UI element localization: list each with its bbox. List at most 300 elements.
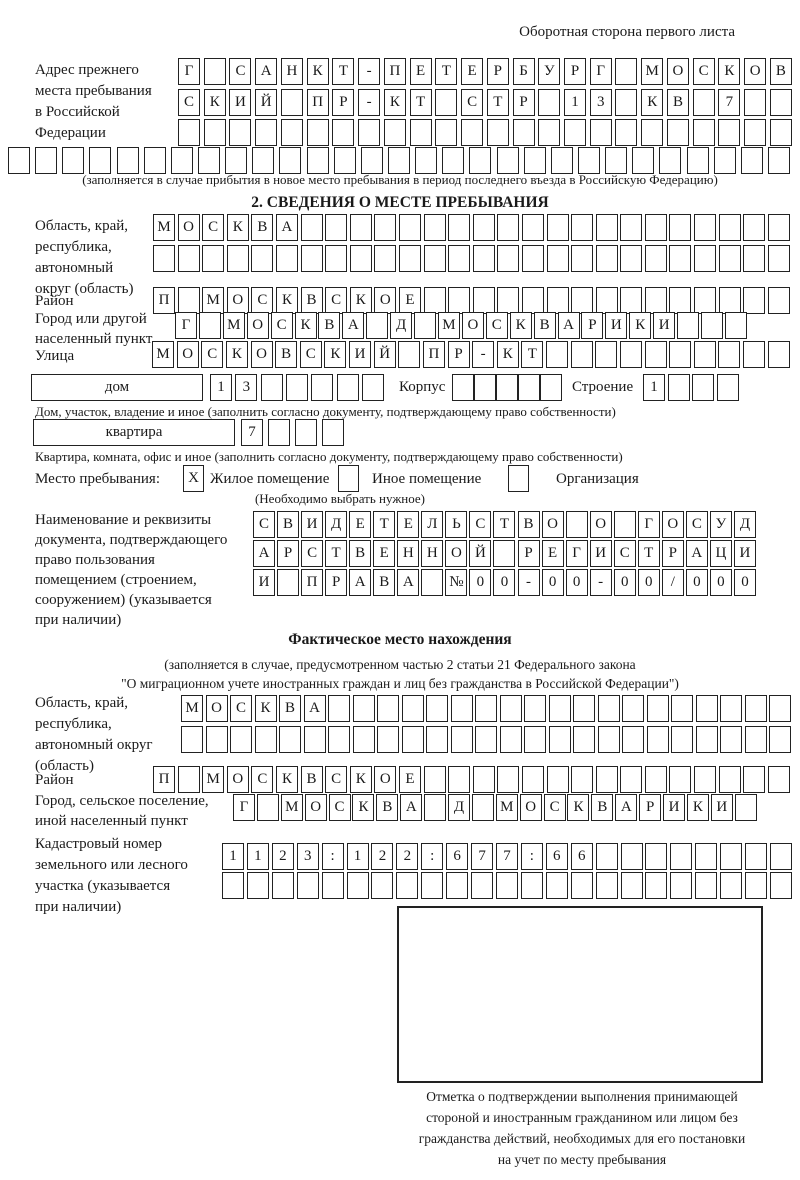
char-cell[interactable]: 7 — [496, 843, 518, 870]
char-cell[interactable]: Н — [397, 540, 419, 567]
char-cell[interactable] — [414, 312, 436, 339]
char-cell[interactable]: 1 — [347, 843, 369, 870]
char-cell[interactable] — [659, 147, 681, 174]
char-cell[interactable] — [325, 245, 347, 272]
char-cell[interactable] — [745, 695, 767, 722]
char-cell[interactable]: М — [181, 695, 203, 722]
char-cell[interactable] — [549, 726, 571, 753]
char-cell[interactable] — [718, 119, 740, 146]
char-cell[interactable]: П — [153, 766, 175, 793]
char-cell[interactable] — [518, 374, 540, 401]
char-cell[interactable]: К — [350, 766, 372, 793]
char-cell[interactable] — [645, 872, 667, 899]
char-cell[interactable]: Т — [410, 89, 432, 116]
char-cell[interactable]: Р — [639, 794, 661, 821]
char-cell[interactable]: И — [229, 89, 251, 116]
char-cell[interactable] — [645, 245, 667, 272]
char-cell[interactable]: 3 — [297, 843, 319, 870]
char-cell[interactable] — [645, 843, 667, 870]
char-cell[interactable] — [286, 374, 308, 401]
char-cell[interactable] — [615, 119, 637, 146]
char-cell[interactable] — [473, 766, 495, 793]
char-cell[interactable] — [547, 287, 569, 314]
char-cell[interactable]: 0 — [542, 569, 564, 596]
char-cell[interactable] — [744, 119, 766, 146]
char-cell[interactable]: Р — [662, 540, 684, 567]
char-cell[interactable]: К — [350, 287, 372, 314]
char-cell[interactable] — [178, 119, 200, 146]
char-cell[interactable] — [524, 726, 546, 753]
char-cell[interactable] — [693, 89, 715, 116]
char-cell[interactable]: О — [667, 58, 689, 85]
char-cell[interactable] — [171, 147, 193, 174]
char-cell[interactable] — [377, 695, 399, 722]
char-cell[interactable] — [451, 695, 473, 722]
char-cell[interactable] — [448, 214, 470, 241]
char-cell[interactable] — [442, 147, 464, 174]
char-cell[interactable] — [720, 843, 742, 870]
char-cell[interactable] — [770, 89, 792, 116]
char-cell[interactable]: С — [271, 312, 293, 339]
char-cell[interactable] — [424, 766, 446, 793]
char-cell[interactable] — [620, 766, 642, 793]
char-cell[interactable]: Р — [564, 58, 586, 85]
char-cell[interactable] — [571, 214, 593, 241]
char-cell[interactable] — [538, 89, 560, 116]
char-cell[interactable] — [8, 147, 30, 174]
char-cell[interactable]: - — [518, 569, 540, 596]
char-cell[interactable] — [153, 245, 175, 272]
char-cell[interactable]: В — [770, 58, 792, 85]
char-cell[interactable]: К — [204, 89, 226, 116]
char-cell[interactable] — [719, 245, 741, 272]
char-cell[interactable] — [178, 766, 200, 793]
char-cell[interactable] — [694, 287, 716, 314]
char-cell[interactable] — [415, 147, 437, 174]
char-cell[interactable]: Г — [178, 58, 200, 85]
char-cell[interactable]: П — [153, 287, 175, 314]
char-cell[interactable] — [178, 287, 200, 314]
char-cell[interactable]: - — [590, 569, 612, 596]
char-cell[interactable] — [257, 794, 279, 821]
char-cell[interactable]: Т — [435, 58, 457, 85]
char-cell[interactable] — [251, 245, 273, 272]
char-cell[interactable] — [695, 843, 717, 870]
char-cell[interactable] — [693, 119, 715, 146]
char-cell[interactable]: 0 — [734, 569, 756, 596]
char-cell[interactable] — [615, 58, 637, 85]
char-cell[interactable]: П — [301, 569, 323, 596]
char-cell[interactable]: Р — [513, 89, 535, 116]
char-cell[interactable]: О — [462, 312, 484, 339]
char-cell[interactable]: 2 — [272, 843, 294, 870]
char-cell[interactable]: О — [177, 341, 199, 368]
char-cell[interactable] — [571, 341, 593, 368]
char-cell[interactable] — [307, 119, 329, 146]
char-cell[interactable]: А — [342, 312, 364, 339]
char-cell[interactable] — [769, 695, 791, 722]
char-cell[interactable] — [670, 843, 692, 870]
char-cell[interactable]: Г — [590, 58, 612, 85]
char-cell[interactable]: 3 — [235, 374, 257, 401]
char-cell[interactable] — [641, 119, 663, 146]
char-cell[interactable]: Р — [332, 89, 354, 116]
char-cell[interactable]: 6 — [446, 843, 468, 870]
char-cell[interactable] — [645, 287, 667, 314]
char-cell[interactable]: В — [301, 287, 323, 314]
char-cell[interactable] — [671, 726, 693, 753]
char-cell[interactable] — [181, 726, 203, 753]
char-cell[interactable] — [694, 214, 716, 241]
checkbox-zhiloe[interactable]: X — [183, 465, 204, 492]
char-cell[interactable]: К — [227, 214, 249, 241]
char-cell[interactable]: Т — [493, 511, 515, 538]
char-cell[interactable]: 2 — [371, 843, 393, 870]
char-cell[interactable] — [768, 341, 790, 368]
char-cell[interactable] — [144, 147, 166, 174]
char-cell[interactable] — [522, 214, 544, 241]
char-cell[interactable] — [473, 287, 495, 314]
char-cell[interactable] — [206, 726, 228, 753]
char-cell[interactable] — [714, 147, 736, 174]
char-cell[interactable]: К — [352, 794, 374, 821]
char-cell[interactable] — [694, 245, 716, 272]
char-cell[interactable]: Г — [175, 312, 197, 339]
char-cell[interactable] — [279, 726, 301, 753]
char-cell[interactable]: 1 — [222, 843, 244, 870]
char-cell[interactable] — [743, 245, 765, 272]
char-cell[interactable] — [362, 374, 384, 401]
char-cell[interactable] — [332, 119, 354, 146]
char-cell[interactable] — [229, 119, 251, 146]
char-cell[interactable]: И — [590, 540, 612, 567]
char-cell[interactable]: К — [510, 312, 532, 339]
char-cell[interactable] — [448, 766, 470, 793]
char-cell[interactable] — [677, 312, 699, 339]
char-cell[interactable]: В — [301, 766, 323, 793]
char-cell[interactable] — [230, 726, 252, 753]
char-cell[interactable] — [402, 726, 424, 753]
char-cell[interactable] — [473, 214, 495, 241]
char-cell[interactable]: О — [520, 794, 542, 821]
char-cell[interactable] — [361, 147, 383, 174]
char-cell[interactable]: А — [686, 540, 708, 567]
char-cell[interactable]: К — [255, 695, 277, 722]
char-cell[interactable]: 6 — [571, 843, 593, 870]
char-cell[interactable] — [261, 374, 283, 401]
char-cell[interactable]: А — [349, 569, 371, 596]
char-cell[interactable]: А — [253, 540, 275, 567]
char-cell[interactable]: С — [325, 287, 347, 314]
char-cell[interactable] — [695, 872, 717, 899]
char-cell[interactable]: И — [349, 341, 371, 368]
char-cell[interactable]: 7 — [471, 843, 493, 870]
char-cell[interactable] — [469, 147, 491, 174]
char-cell[interactable] — [573, 695, 595, 722]
char-cell[interactable]: В — [251, 214, 273, 241]
char-cell[interactable]: 7 — [241, 419, 263, 446]
char-cell[interactable]: - — [472, 341, 494, 368]
char-cell[interactable] — [424, 245, 446, 272]
char-cell[interactable] — [768, 245, 790, 272]
char-cell[interactable] — [549, 695, 571, 722]
char-cell[interactable] — [475, 695, 497, 722]
char-cell[interactable]: О — [178, 214, 200, 241]
checkbox-inoe[interactable] — [338, 465, 359, 492]
char-cell[interactable]: Д — [325, 511, 347, 538]
char-cell[interactable]: Р — [487, 58, 509, 85]
char-cell[interactable] — [446, 872, 468, 899]
char-cell[interactable] — [595, 341, 617, 368]
char-cell[interactable] — [540, 374, 562, 401]
char-cell[interactable] — [671, 695, 693, 722]
char-cell[interactable] — [435, 119, 457, 146]
char-cell[interactable]: Н — [421, 540, 443, 567]
char-cell[interactable] — [669, 214, 691, 241]
char-cell[interactable] — [388, 147, 410, 174]
char-cell[interactable]: А — [276, 214, 298, 241]
char-cell[interactable] — [745, 726, 767, 753]
char-cell[interactable] — [448, 287, 470, 314]
char-cell[interactable] — [670, 872, 692, 899]
char-cell[interactable] — [735, 794, 757, 821]
char-cell[interactable]: И — [301, 511, 323, 538]
char-cell[interactable]: : — [322, 843, 344, 870]
char-cell[interactable] — [366, 312, 388, 339]
char-cell[interactable]: О — [247, 312, 269, 339]
char-cell[interactable]: И — [253, 569, 275, 596]
char-cell[interactable] — [311, 374, 333, 401]
char-cell[interactable]: О — [206, 695, 228, 722]
char-cell[interactable] — [328, 726, 350, 753]
char-cell[interactable] — [620, 214, 642, 241]
char-cell[interactable]: М — [202, 766, 224, 793]
char-cell[interactable]: В — [279, 695, 301, 722]
char-cell[interactable] — [322, 419, 344, 446]
char-cell[interactable]: 0 — [710, 569, 732, 596]
char-cell[interactable] — [717, 374, 739, 401]
char-cell[interactable]: Д — [734, 511, 756, 538]
char-cell[interactable] — [720, 726, 742, 753]
char-cell[interactable]: А — [558, 312, 580, 339]
char-cell[interactable] — [622, 695, 644, 722]
char-cell[interactable] — [350, 245, 372, 272]
char-cell[interactable] — [741, 147, 763, 174]
char-cell[interactable] — [472, 794, 494, 821]
char-cell[interactable] — [89, 147, 111, 174]
char-cell[interactable] — [252, 147, 274, 174]
char-cell[interactable] — [398, 341, 420, 368]
char-cell[interactable]: Г — [638, 511, 660, 538]
char-cell[interactable]: К — [226, 341, 248, 368]
char-cell[interactable] — [669, 245, 691, 272]
char-cell[interactable]: Е — [410, 58, 432, 85]
char-cell[interactable]: П — [423, 341, 445, 368]
char-cell[interactable]: С — [253, 511, 275, 538]
char-cell[interactable]: С — [251, 766, 273, 793]
char-cell[interactable] — [694, 341, 716, 368]
char-cell[interactable] — [615, 89, 637, 116]
char-cell[interactable]: О — [542, 511, 564, 538]
char-cell[interactable] — [371, 872, 393, 899]
char-cell[interactable] — [374, 245, 396, 272]
char-cell[interactable] — [596, 843, 618, 870]
char-cell[interactable]: В — [667, 89, 689, 116]
char-cell[interactable] — [500, 695, 522, 722]
char-cell[interactable] — [745, 872, 767, 899]
char-cell[interactable]: С — [202, 214, 224, 241]
char-cell[interactable] — [513, 119, 535, 146]
char-cell[interactable] — [247, 872, 269, 899]
char-cell[interactable] — [307, 147, 329, 174]
char-cell[interactable]: Е — [461, 58, 483, 85]
char-cell[interactable] — [596, 872, 618, 899]
char-cell[interactable] — [647, 695, 669, 722]
char-cell[interactable]: С — [230, 695, 252, 722]
char-cell[interactable] — [474, 374, 496, 401]
char-cell[interactable]: В — [275, 341, 297, 368]
char-cell[interactable] — [622, 726, 644, 753]
char-cell[interactable] — [255, 119, 277, 146]
char-cell[interactable] — [720, 872, 742, 899]
char-cell[interactable] — [743, 766, 765, 793]
char-cell[interactable]: М — [153, 214, 175, 241]
char-cell[interactable] — [451, 726, 473, 753]
char-cell[interactable]: О — [590, 511, 612, 538]
char-cell[interactable] — [669, 766, 691, 793]
char-cell[interactable] — [744, 89, 766, 116]
char-cell[interactable] — [337, 374, 359, 401]
char-cell[interactable]: С — [301, 540, 323, 567]
char-cell[interactable]: Б — [513, 58, 535, 85]
char-cell[interactable] — [399, 245, 421, 272]
char-cell[interactable]: Р — [518, 540, 540, 567]
char-cell[interactable] — [62, 147, 84, 174]
char-cell[interactable] — [272, 872, 294, 899]
char-cell[interactable] — [719, 214, 741, 241]
char-cell[interactable] — [497, 245, 519, 272]
char-cell[interactable]: О — [305, 794, 327, 821]
char-cell[interactable] — [475, 726, 497, 753]
char-cell[interactable]: К — [718, 58, 740, 85]
char-cell[interactable] — [694, 766, 716, 793]
char-cell[interactable] — [497, 287, 519, 314]
char-cell[interactable] — [701, 312, 723, 339]
char-cell[interactable] — [334, 147, 356, 174]
char-cell[interactable]: С — [686, 511, 708, 538]
char-cell[interactable]: Й — [469, 540, 491, 567]
char-cell[interactable] — [571, 287, 593, 314]
char-cell[interactable] — [605, 147, 627, 174]
char-cell[interactable]: : — [421, 843, 443, 870]
char-cell[interactable] — [399, 214, 421, 241]
char-cell[interactable]: В — [376, 794, 398, 821]
char-cell[interactable] — [524, 695, 546, 722]
char-cell[interactable] — [620, 287, 642, 314]
char-cell[interactable]: К — [497, 341, 519, 368]
char-cell[interactable] — [521, 872, 543, 899]
char-cell[interactable] — [645, 766, 667, 793]
char-cell[interactable]: М — [152, 341, 174, 368]
char-cell[interactable] — [202, 245, 224, 272]
char-cell[interactable]: С — [469, 511, 491, 538]
char-cell[interactable] — [374, 214, 396, 241]
char-cell[interactable]: С — [178, 89, 200, 116]
char-cell[interactable]: П — [307, 89, 329, 116]
char-cell[interactable]: Ц — [710, 540, 732, 567]
char-cell[interactable] — [743, 214, 765, 241]
char-cell[interactable]: В — [277, 511, 299, 538]
char-cell[interactable] — [566, 511, 588, 538]
char-cell[interactable] — [719, 287, 741, 314]
char-cell[interactable]: Т — [521, 341, 543, 368]
char-cell[interactable]: К — [687, 794, 709, 821]
char-cell[interactable] — [769, 726, 791, 753]
char-cell[interactable] — [719, 766, 741, 793]
char-cell[interactable] — [596, 214, 618, 241]
char-cell[interactable] — [538, 119, 560, 146]
char-cell[interactable] — [452, 374, 474, 401]
char-cell[interactable] — [199, 312, 221, 339]
char-cell[interactable] — [524, 147, 546, 174]
char-cell[interactable] — [669, 341, 691, 368]
char-cell[interactable] — [621, 872, 643, 899]
char-cell[interactable] — [546, 341, 568, 368]
char-cell[interactable] — [596, 287, 618, 314]
char-cell[interactable] — [426, 726, 448, 753]
char-cell[interactable]: М — [438, 312, 460, 339]
char-cell[interactable] — [268, 419, 290, 446]
char-cell[interactable]: 1 — [247, 843, 269, 870]
char-cell[interactable] — [396, 872, 418, 899]
char-cell[interactable]: В — [591, 794, 613, 821]
char-cell[interactable]: Ь — [445, 511, 467, 538]
char-cell[interactable]: Г — [566, 540, 588, 567]
char-cell[interactable] — [424, 214, 446, 241]
char-cell[interactable] — [696, 726, 718, 753]
char-cell[interactable]: У — [710, 511, 732, 538]
char-cell[interactable]: С — [614, 540, 636, 567]
char-cell[interactable]: Р — [448, 341, 470, 368]
char-cell[interactable]: М — [641, 58, 663, 85]
char-cell[interactable]: С — [329, 794, 351, 821]
char-cell[interactable] — [669, 287, 691, 314]
char-cell[interactable]: 0 — [614, 569, 636, 596]
char-cell[interactable]: И — [711, 794, 733, 821]
char-cell[interactable] — [621, 843, 643, 870]
char-cell[interactable] — [564, 119, 586, 146]
char-cell[interactable]: В — [518, 511, 540, 538]
char-cell[interactable] — [353, 726, 375, 753]
char-cell[interactable]: Н — [281, 58, 303, 85]
char-cell[interactable]: 1 — [210, 374, 232, 401]
char-cell[interactable] — [687, 147, 709, 174]
char-cell[interactable]: С — [229, 58, 251, 85]
char-cell[interactable] — [402, 695, 424, 722]
char-cell[interactable]: 0 — [638, 569, 660, 596]
char-cell[interactable]: Т — [325, 540, 347, 567]
char-cell[interactable] — [770, 119, 792, 146]
char-cell[interactable] — [768, 214, 790, 241]
char-cell[interactable] — [353, 695, 375, 722]
char-cell[interactable] — [279, 147, 301, 174]
char-cell[interactable]: 6 — [546, 843, 568, 870]
char-cell[interactable] — [222, 872, 244, 899]
char-cell[interactable] — [770, 843, 792, 870]
char-cell[interactable] — [424, 287, 446, 314]
char-cell[interactable] — [768, 766, 790, 793]
char-cell[interactable] — [277, 569, 299, 596]
